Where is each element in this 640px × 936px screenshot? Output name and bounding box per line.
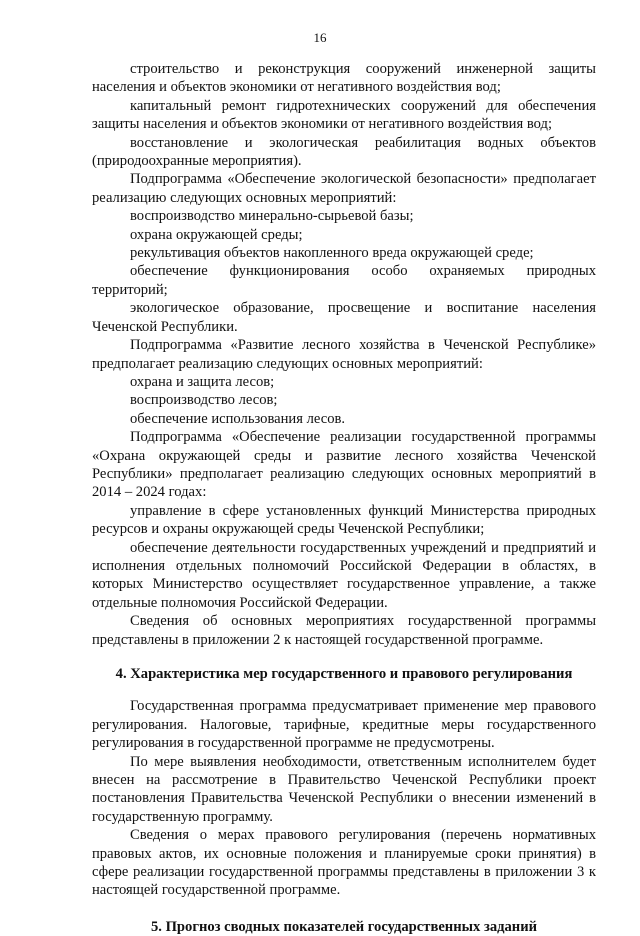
paragraph: обеспечение использования лесов. <box>130 410 346 427</box>
spacer <box>92 683 596 697</box>
paragraph: экологическое образование, просвещение и воспитание населения Чеченской Республики. <box>92 300 596 335</box>
paragraph: По мере выявления необходимости, ответственным исполнителем будет внесен на рассмотрение в Правительство Чеченской Республики проект постановления Правительства Чеченской Республики о внесении изменений в государственную программу. <box>92 753 596 825</box>
paragraph: строительство и реконструкция сооружений инженерной защиты населения и объектов экономики от негативного воздействия вод; <box>92 61 596 96</box>
spacer <box>92 649 596 665</box>
paragraph: управление в сфере установленных функций Министерства природных ресурсов и охраны окружающей среды Чеченской Республики; <box>92 502 596 538</box>
paragraph: Сведения об основных мероприятиях государственной программы представлены в приложении 2 к настоящей государственной программе. <box>92 613 596 648</box>
paragraph: Государственная программа предусматривает применение мер правового регулирования. Налоговые, тарифные, кредитные меры государственного регулирования в государственной программе не предусмотрены. <box>92 698 596 752</box>
section-heading-5: 5. Прогноз сводных показателей государственных заданий <box>150 918 538 935</box>
paragraph: Сведения о мерах правового регулирования (перечень нормативных правовых актов, их основные положения и планируемые сроки принятия) в сфере реализации государственной программы представлены в приложении 3 к настоящей государственной программе. <box>92 827 596 899</box>
page-number: 16 <box>313 30 327 45</box>
paragraph: рекультивация объектов накопленного вреда окружающей среде; <box>130 245 534 262</box>
paragraph: воспроизводство минерально-сырьевой базы; <box>130 208 414 225</box>
paragraph: охрана и защита лесов; <box>130 373 275 390</box>
paragraph: Подпрограмма «Обеспечение реализации государственной программы «Охрана окружающей среды и развитие лесного хозяйства Чеченской Республики» предполагает реализацию следующих основных мероприятий в 2014 – 2024 годах: <box>92 429 596 501</box>
page-content <box>92 60 596 936</box>
paragraph: воспроизводство лесов; <box>130 392 278 409</box>
paragraph: охрана окружающей среды; <box>130 226 303 243</box>
paragraph: обеспечение деятельности государственных учреждений и предприятий и исполнения отдельных полномочий Российской Федерации в областях, в которых Министерство осуществляет государственное управление, а также отдельные полномочия Российской Федерации. <box>92 539 596 611</box>
paragraph: Подпрограмма «Развитие лесного хозяйства в Чеченской Республике» предполагает реализацию следующих основных мероприятий: <box>92 337 596 372</box>
paragraph: капитальный ремонт гидротехнических сооружений для обеспечения защиты населения и объектов экономики от негативного воздействия вод; <box>92 97 596 133</box>
paragraph: обеспечение функционирования особо охраняемых природных территорий; <box>92 263 596 298</box>
paragraph: восстановление и экологическая реабилитация водных объектов (природоохранные мероприятия). <box>92 134 596 170</box>
section-heading-4: 4. Характеристика мер государственного и правового регулирования <box>115 666 573 682</box>
paragraph: Подпрограмма «Обеспечение экологической безопасности» предполагает реализацию следующих основных мероприятий: <box>92 171 596 206</box>
